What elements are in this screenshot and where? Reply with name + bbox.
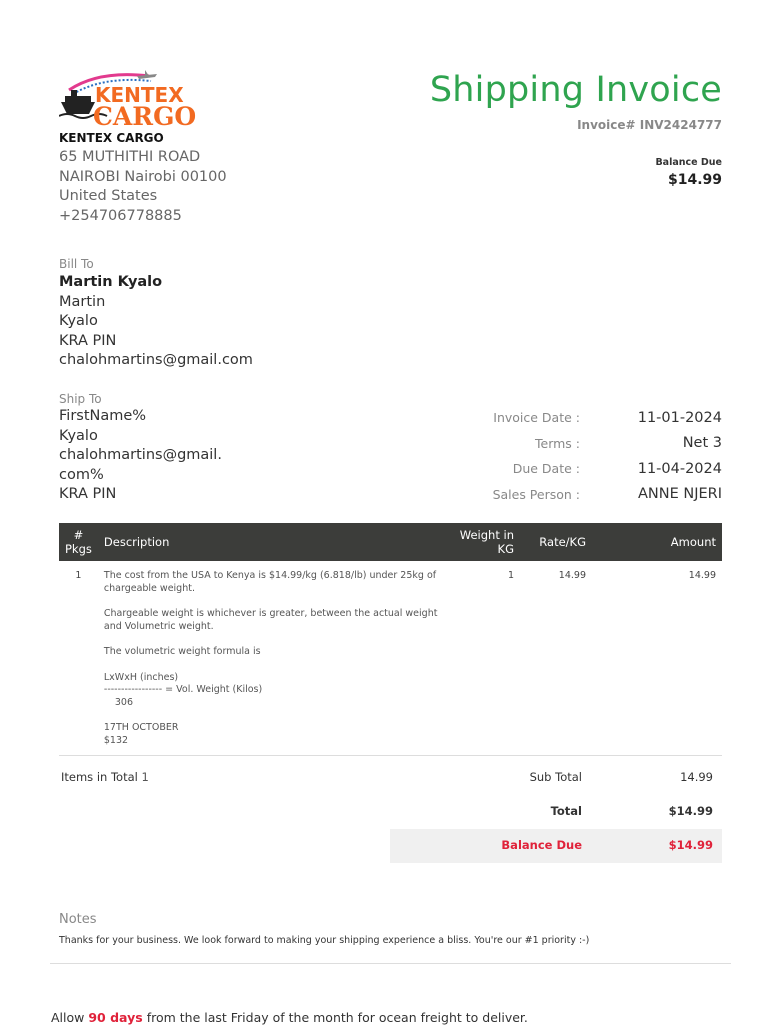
- desc-paragraph: The volumetric weight formula is: [103, 646, 261, 657]
- formula-line: ----------------- = Vol. Weight (Kilos): [103, 684, 263, 695]
- notes-label: Notes: [59, 912, 97, 927]
- meta-due-date: [400, 456, 722, 482]
- meta-value: ANNE NJERI: [637, 486, 722, 503]
- total-row: [59, 795, 722, 829]
- col-description: Description: [98, 523, 446, 561]
- meta-sales-person: [400, 482, 722, 508]
- meta-terms: [400, 431, 722, 457]
- col-pkgs: [59, 523, 98, 561]
- note-line: 17TH OCTOBER: [103, 722, 179, 733]
- meta-label: Due Date :: [512, 461, 580, 477]
- header-text: Weight in: [459, 528, 514, 542]
- bill-to-label: Bill To: [59, 257, 94, 271]
- footer-prefix: Allow: [51, 1010, 85, 1025]
- bill-to-line: Kyalo: [59, 313, 98, 329]
- notes-text: Thanks for your business. We look forward to making your shipping experience a bliss. You're our #1 priority :-): [59, 935, 590, 946]
- subtotal-label: Sub Total: [529, 770, 582, 784]
- ship-to-block: [59, 407, 234, 505]
- meta-label: Invoice Date :: [493, 410, 580, 426]
- total-value: $14.99: [668, 804, 713, 818]
- table-row: [59, 561, 722, 756]
- bill-to-line: KRA PIN: [59, 332, 117, 349]
- header-text: KG: [497, 542, 514, 556]
- logo-text-cargo: CARGO: [93, 102, 197, 128]
- address-line-1: 65 MUTHITHI ROAD: [59, 149, 201, 165]
- footer-note: [51, 1010, 528, 1025]
- ship-to-line: FirstName%: [59, 408, 147, 424]
- cell-amount: 14.99: [688, 570, 716, 581]
- desc-paragraph: The cost from the USA to Kenya is $14.99/kg (6.818/lb) under 25kg of chargeable weight.: [103, 570, 437, 594]
- subtotal-row: [59, 761, 722, 795]
- desc-formula: [104, 672, 440, 710]
- divider: [50, 963, 731, 964]
- items-in-total-count: 1: [141, 770, 149, 784]
- cell-pkgs: 1: [75, 570, 82, 581]
- ship-to-label: Ship To: [59, 392, 102, 406]
- cell-rate: 14.99: [558, 570, 586, 581]
- balance-due-row-label: Balance Due: [501, 838, 582, 852]
- invoice-meta: [400, 405, 722, 507]
- bill-to-line: Martin: [59, 293, 106, 310]
- ship-to-line: Kyalo: [59, 427, 98, 444]
- company-name: KENTEX CARGO: [59, 131, 164, 145]
- meta-value: 11-04-2024: [637, 460, 722, 477]
- items-in-total-label: Items in Total: [61, 770, 138, 784]
- ship-to-line: chalohmartins@gmail.: [59, 447, 222, 463]
- company-phone: +254706778885: [59, 207, 182, 224]
- logo-text-kentex: KENTEX: [95, 83, 184, 107]
- bill-to-email: chalohmartins@gmail.com: [59, 352, 253, 368]
- col-rate: Rate/KG: [520, 523, 592, 561]
- header-text: Pkgs: [65, 542, 92, 556]
- bill-to-name: Martin Kyalo: [59, 274, 163, 290]
- meta-value: 11-01-2024: [637, 409, 722, 426]
- address-line-2: NAIROBI Nairobi 00100: [59, 168, 227, 185]
- table-header-row: [59, 523, 722, 561]
- balance-due-value: $14.99: [667, 172, 722, 188]
- ship-to-line: com%: [59, 466, 104, 483]
- invoice-title: Shipping Invoice: [429, 70, 722, 110]
- header-text: #: [73, 528, 84, 542]
- totals-section: [59, 761, 722, 863]
- col-weight: [446, 523, 520, 561]
- formula-line: 306: [114, 696, 134, 708]
- balance-due-row-value: $14.99: [668, 838, 713, 852]
- meta-label: Sales Person :: [492, 486, 580, 502]
- meta-value: Net 3: [682, 435, 722, 452]
- balance-due-label: Balance Due: [655, 157, 722, 168]
- note-line: $132: [103, 734, 129, 746]
- balance-due-row: [59, 829, 722, 863]
- meta-invoice-date: [400, 405, 722, 431]
- subtotal-value: 14.99: [680, 770, 713, 784]
- footer-suffix: from the last Friday of the month for ocean freight to deliver.: [146, 1010, 528, 1025]
- formula-line: LxWxH (inches): [103, 671, 179, 683]
- address-country: United States: [59, 188, 158, 204]
- company-address: [59, 148, 227, 226]
- cell-description: [98, 561, 446, 756]
- cell-weight: 1: [507, 570, 514, 581]
- bill-to-block: [59, 273, 253, 371]
- meta-label: Terms :: [535, 435, 580, 451]
- invoice-number: Invoice# INV2424777: [577, 118, 722, 132]
- total-label: Total: [550, 804, 582, 818]
- ship-to-line: KRA PIN: [59, 486, 117, 502]
- company-logo: [59, 68, 199, 128]
- desc-paragraph: Chargeable weight is whichever is greater, between the actual weight and Volumetric weight.: [103, 608, 438, 632]
- items-table: [59, 523, 722, 756]
- col-amount: Amount: [592, 523, 722, 561]
- desc-note: [104, 722, 440, 747]
- footer-highlight: 90 days: [88, 1010, 143, 1025]
- items-in-total: [61, 770, 149, 784]
